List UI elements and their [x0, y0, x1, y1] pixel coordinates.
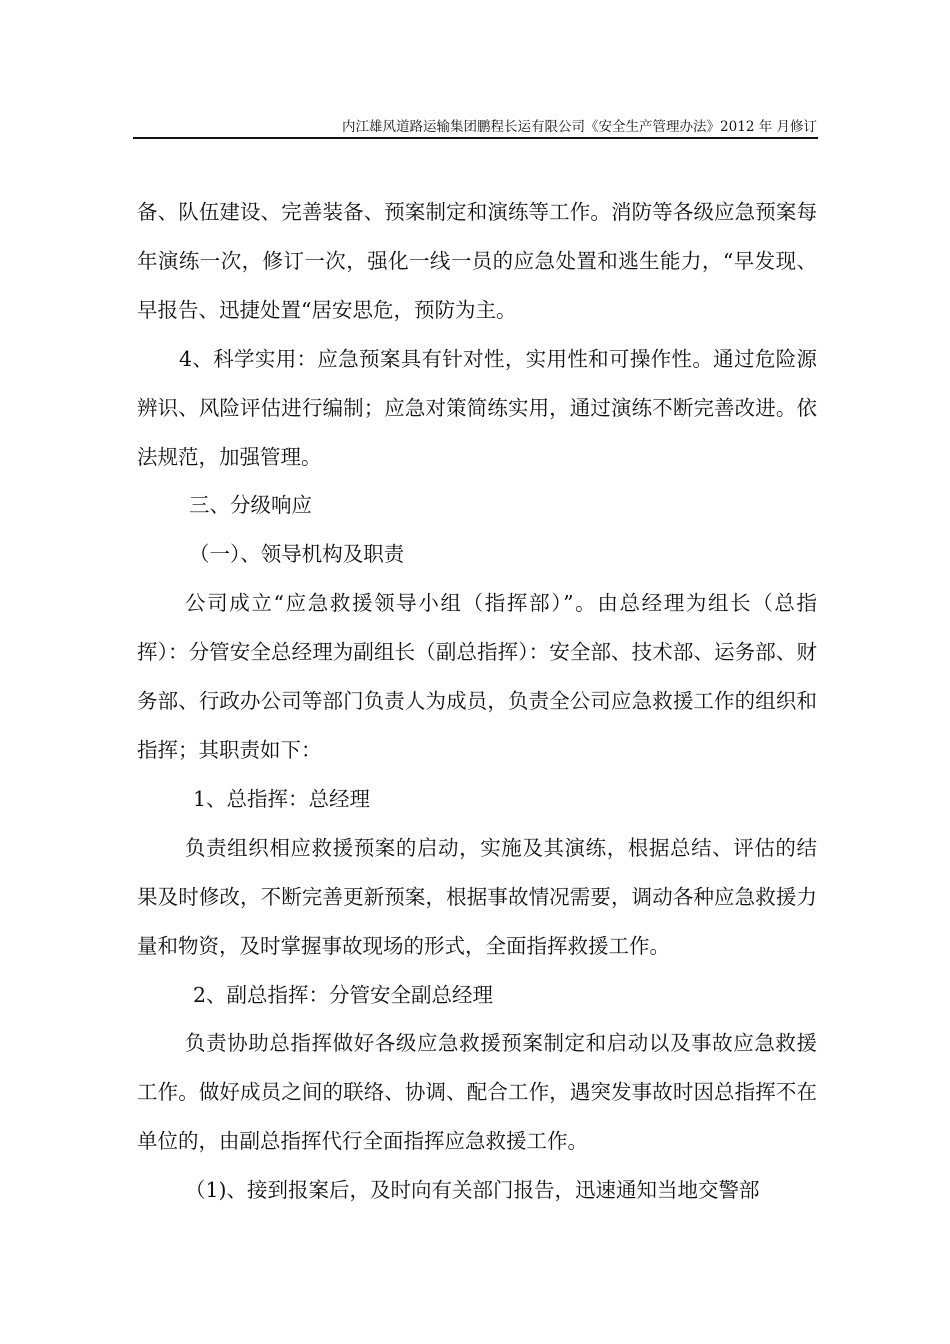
header-divider: [133, 137, 818, 139]
page-header-title: 内江雄风道路运输集团鹏程长运有限公司《安全生产管理办法》2012 年 月修订: [342, 119, 817, 135]
section-heading-tiered-response: 三、分级响应: [189, 493, 312, 518]
paragraph-deputy-duties: 负责协助总指挥做好各级应急救援预案制定和启动以及事故应急救援工作。做好成员之间的联络、协调、配合工作，遇突发事故时因总指挥不在单位的，由副总指挥代行全面指挥应急救援工作。: [137, 1031, 817, 1154]
paragraph-commander-duties: 负责组织相应救援预案的启动，实施及其演练，根据总结、评估的结果及时修改，不断完善更新预案，根据事故情况需要，调动各种应急救援力量和物资，及时掌握事故现场的形式，全面指挥救援工作。: [137, 835, 817, 958]
paragraph-leadership-group: 公司成立“应急救援领导小组（指挥部）”。由总经理为组长（总指挥）：分管安全总经理为副组长（副总指挥）：安全部、技术部、运务部、财务部、行政办公司等部门负责人为成员，负责全公司应急救援工作的组织和指挥；其职责如下：: [137, 591, 817, 762]
item-heading-deputy-commander: 2、副总指挥：分管安全副总经理: [193, 982, 494, 1007]
paragraph-emergency-drills: 备、队伍建设、完善装备、预案制定和演练等工作。消防等各级应急预案每年演练一次，修订一次，强化一线一员的应急处置和逃生能力，“早发现、早报告、迅捷处置“居安思危，预防为主。: [137, 200, 817, 322]
paragraph-report-handling: （1)、接到报案后，及时向有关部门报告，迅速通知当地交警部: [185, 1178, 760, 1203]
paragraph-scientific-practical: 4、科学实用：应急预案具有针对性，实用性和可操作性。通过危险源辨识、风险评估进行编制；应急对策简练实用，通过演练不断完善改进。依法规范，加强管理。: [137, 346, 817, 469]
subsection-heading-leadership: （一）、领导机构及职责: [189, 542, 405, 567]
document-body: [137, 188, 817, 1215]
item-heading-commander: 1、总指挥：总经理: [193, 786, 371, 811]
